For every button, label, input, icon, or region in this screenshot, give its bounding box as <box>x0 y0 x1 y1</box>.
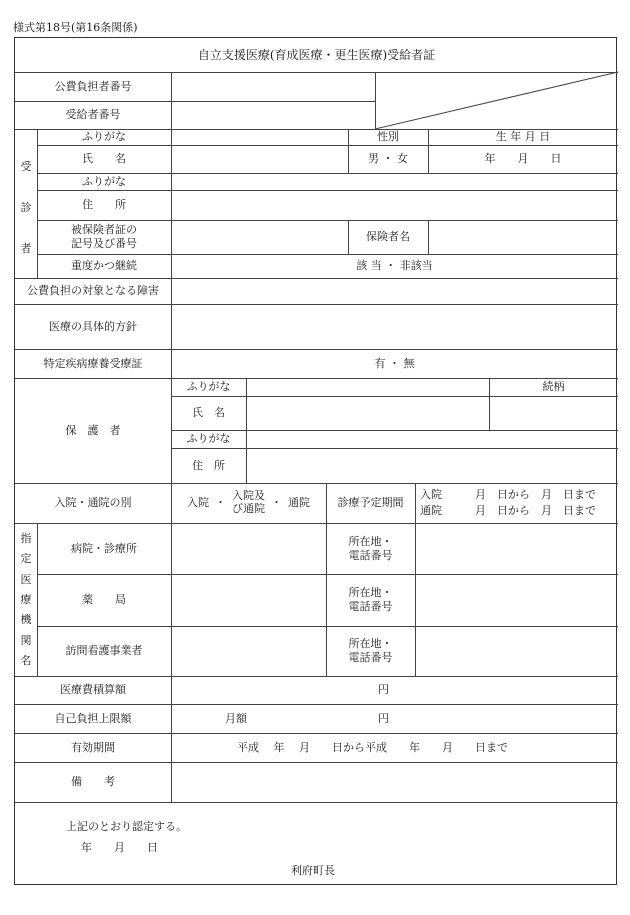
treatment-policy-field[interactable] <box>172 305 617 348</box>
visit-type-choice[interactable] <box>171 483 326 523</box>
visit-separator: ・ <box>215 496 226 510</box>
birth-date-field[interactable]: 年 月 日 <box>484 152 562 166</box>
guardian-name-label: 氏 名 <box>192 406 225 420</box>
copay-amount-field[interactable] <box>255 705 375 732</box>
birth-date-label: 生 年 月 日 <box>495 130 551 144</box>
disability-label: 公費負担の対象となる障害 <box>27 284 159 298</box>
patient-address-field[interactable] <box>172 191 617 219</box>
insurer-name-field[interactable] <box>429 221 617 253</box>
pharmacy-location-label: 所在地・ 電話番号 <box>348 586 393 613</box>
insurance-card-label: 被保険者証の 記号及び番号 <box>71 223 137 250</box>
patient-address-label: 住 所 <box>82 198 126 212</box>
visit-type-label: 入院・通院の別 <box>54 496 132 510</box>
outpatient-period-field[interactable]: 通院 月 日から 月 日まで <box>420 504 596 517</box>
hospital-location-field[interactable] <box>416 524 617 573</box>
institution-side-char: 指 <box>20 532 32 546</box>
specified-disease-choice[interactable]: 有 ・ 無 <box>374 356 415 370</box>
diagonal-strike <box>375 72 618 129</box>
public-burden-number-label: 公費負担者番号 <box>54 79 132 93</box>
patient-side-char: 受 <box>20 160 32 174</box>
guardian-address-furigana-label: ふりがな <box>186 432 231 446</box>
insurer-name-label: 保険者名 <box>366 230 410 244</box>
patient-name-field[interactable] <box>172 146 347 172</box>
pharmacy-label: 薬 局 <box>82 593 126 607</box>
recipient-number-label: 受給者番号 <box>65 108 121 122</box>
certification-date[interactable]: 年 月 日 <box>81 841 158 854</box>
validity-period-label: 有効期間 <box>71 740 115 754</box>
institution-side-char: 関 <box>20 633 32 647</box>
guardian-name-field[interactable] <box>247 397 488 429</box>
certification-text: 上記のとおり認定する。 <box>66 820 187 833</box>
patient-name-label: 氏 名 <box>82 152 126 166</box>
specified-disease-label: 特定疾病療養受療証 <box>43 356 143 370</box>
severe-continuation-label: 重度かつ継続 <box>71 259 137 273</box>
patient-furigana-label: ふりがな <box>82 130 126 144</box>
guardian-label: 保 護 者 <box>65 423 121 437</box>
recipient-number-field[interactable] <box>172 102 374 128</box>
address-furigana-label: ふりがな <box>82 174 126 188</box>
copay-unit: 円 <box>378 712 389 725</box>
disability-field[interactable] <box>172 279 617 303</box>
patient-side-char: 診 <box>20 200 32 214</box>
relationship-field[interactable] <box>490 397 617 429</box>
visit-option-outpatient[interactable]: 通院 <box>288 496 310 510</box>
nursing-location-field[interactable] <box>416 627 617 675</box>
visit-option-both[interactable]: 入院及 び通院 <box>232 489 265 515</box>
issuer-name: 利府町長 <box>291 864 335 877</box>
pharmacy-location-field[interactable] <box>416 575 617 625</box>
nursing-location-label: 所在地・ 電話番号 <box>348 637 393 664</box>
institution-side-char: 療 <box>20 592 32 606</box>
validity-period-field[interactable]: 平成 年 月 日から平成 年 月 日まで <box>237 741 508 754</box>
pharmacy-field[interactable] <box>172 575 325 625</box>
institution-side-char: 名 <box>20 653 32 667</box>
relationship-label: 続柄 <box>542 380 565 394</box>
guardian-furigana-label: ふりがな <box>186 380 231 394</box>
institution-side-label <box>15 528 37 670</box>
institution-side-char: 定 <box>20 552 32 566</box>
remarks-field[interactable] <box>172 763 617 801</box>
medical-cost-label: 医療費積算額 <box>60 683 126 697</box>
copay-monthly-label: 月額 <box>225 712 247 725</box>
insurance-card-field[interactable] <box>172 221 347 253</box>
nursing-provider-label: 訪問看護事業者 <box>65 644 143 658</box>
hospital-field[interactable] <box>172 524 325 573</box>
recipient-certificate-form <box>14 37 617 885</box>
severe-continuation-choice[interactable]: 該 当 ・ 非該当 <box>356 259 433 273</box>
copay-limit-label: 自己負担上限額 <box>54 711 132 725</box>
patient-side-label <box>15 146 37 268</box>
nursing-provider-field[interactable] <box>172 627 325 675</box>
rule <box>15 802 618 803</box>
treatment-policy-label: 医療の具体的方針 <box>49 319 137 333</box>
public-burden-number-field[interactable] <box>172 73 374 100</box>
inpatient-period-field[interactable]: 入院 月 日から 月 日まで <box>420 488 596 501</box>
visit-separator: ・ <box>271 496 282 510</box>
gender-choice[interactable]: 男 ・ 女 <box>368 152 408 166</box>
patient-side-char: 者 <box>20 241 32 255</box>
institution-side-char: 医 <box>20 572 32 586</box>
remarks-label: 備 考 <box>71 775 115 789</box>
hospital-label: 病院・診療所 <box>71 541 137 555</box>
institution-side-char: 機 <box>20 613 32 627</box>
guardian-address-label: 住 所 <box>192 458 225 472</box>
medical-cost-unit: 円 <box>378 683 389 696</box>
gender-label: 性別 <box>377 130 399 144</box>
hospital-location-label: 所在地・ 電話番号 <box>348 534 393 562</box>
form-title: 自立支援医療(育成医療・更生医療)受給者証 <box>197 47 436 62</box>
visit-option-inpatient[interactable]: 入院 <box>187 496 209 510</box>
treatment-period-label: 診療予定期間 <box>337 496 404 510</box>
guardian-address-field[interactable] <box>247 449 617 482</box>
form-number: 様式第18号(第16条関係) <box>13 21 138 34</box>
medical-cost-field[interactable] <box>172 677 372 703</box>
